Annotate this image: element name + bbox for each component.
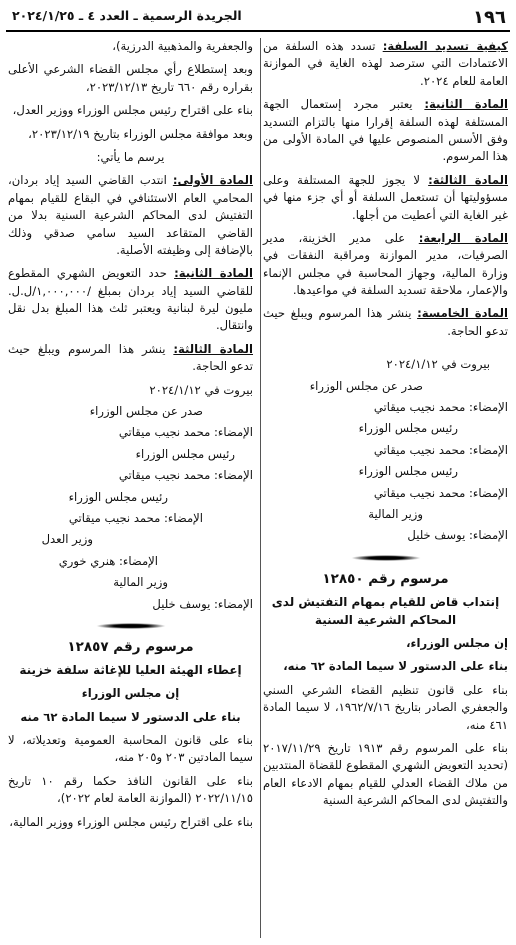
article-text: على مدير الخزينة، مدير الصرفيات، مدير الموازنة ومراقبة النفقات في وزارة المالية، وجهاز المحاسبة في مجلس الإنماء والإعمار، ملاحقة تسديد السلفة في مواعيدها.	[263, 230, 508, 298]
page-number: ١٩٦	[473, 7, 506, 28]
signature: الإمضاء: يوسف خليل	[152, 596, 253, 611]
article-label: المادة الخامسة:	[417, 306, 509, 321]
finance-minister-title: وزير المالية	[368, 506, 423, 521]
paragraph	[8, 265, 253, 335]
pm-title: رئيس مجلس الوزراء	[358, 421, 458, 436]
article-text: يعتبر مجرد إستعمال الجهة المستلفة لهذه السلفة إقرارا منها بالتزام التسديد وفق الأسس المنصوص عليها في المادة الأولى من هذا المرسوم.	[263, 97, 508, 164]
gazette-title: الجريدة الرسمية ـ العدد ٤ ـ ٢٠٢٤/١/٢٥	[12, 8, 242, 23]
article-label: المادة الرابعة:	[418, 230, 508, 245]
article-label: المادة الثالثة:	[428, 172, 508, 187]
signature: الإمضاء: هنري خوري	[58, 553, 158, 568]
signature: الإمضاء: محمد نجيب ميقاتي	[118, 468, 253, 483]
signature: الإمضاء: محمد نجيب ميقاتي	[373, 400, 508, 415]
paragraph: وبعد إستطلاع رأي مجلس القضاء الشرعي الأعلى بقراره رقم ٦٦٠ تاريخ ٢٠٢٣/١٢/١٣،	[8, 62, 253, 94]
signature: الإمضاء: محمد نجيب ميقاتي	[118, 425, 253, 440]
left-column	[8, 38, 253, 837]
article-text: انتدب القاضي السيد إياد بردان، المحامي العام الاستئنافي في البقاع للقيام بمهام التفتيش لدى المحاكم الشرعية السنية بدلا من القاضي المتقاعد السيد سامي صدقي وذلك بالإضافة إلى وظيفته الأصلية.	[8, 173, 253, 257]
article-label: المادة الأولى:	[172, 173, 254, 188]
article-text: لا يجوز للجهة المستلفة وعلى مسؤوليتها أن تستعمل السلفة أو أي جزء منها في غير الغاية التي أعطيت من أجلها.	[263, 172, 508, 222]
council-line: إن مجلس الوزراء،	[406, 636, 508, 651]
paragraph: وبعد موافقة مجلس الوزراء بتاريخ ٢٠٢٣/١٢/١٩،	[28, 126, 253, 141]
finance-minister-title: وزير المالية	[113, 575, 168, 590]
justice-minister-title: وزير العدل	[41, 532, 93, 547]
article-label: المادة الثانية:	[174, 266, 254, 281]
pm-title: رئيس مجلس الوزراء	[358, 464, 458, 479]
decree-title: مرسوم رقم ١٢٨٥٧	[67, 638, 194, 655]
article-text: تسدد هذه السلفة من الاعتمادات التي سترصد لهذه الغاية في الموازنة العامة للعام ٢٠٢٤.	[263, 39, 508, 88]
article-text: ينشر هذا المرسوم ويبلغ حيث تدعو الحاجة.	[8, 341, 253, 374]
signature: الإمضاء: محمد نجيب ميقاتي	[68, 510, 203, 525]
right-column	[263, 38, 508, 816]
paragraph	[8, 341, 253, 376]
decree-subtitle: إنتداب قاض للقيام بمهام التفتيش لدى المحاكم الشرعية السنية	[271, 595, 500, 628]
article-label: المادة الثانية:	[424, 97, 508, 112]
paragraph	[263, 230, 508, 300]
paragraph: بناء على القانون النافذ حكما رقم ١٠ تاريخ ٢٠٢٢/١١/١٥ (الموازنة العامة لعام ٢٠٢٢)،	[8, 773, 253, 806]
pm-title: رئيس مجلس الوزراء	[68, 489, 168, 504]
section-divider	[96, 623, 166, 629]
article-label: كيفية تسديد السلفة:	[382, 39, 509, 53]
decree-subtitle: إعطاء الهيئة العليا للإغاثة سلفة خزينة	[19, 663, 242, 678]
decree-date: بيروت في ٢٠٢٤/١/١٢	[386, 357, 490, 372]
signature: الإمضاء: يوسف خليل	[407, 528, 508, 543]
article-text: حدد التعويض الشهري المقطوع للقاضي السيد إياد بردان بمبلغ /١,٠٠٠,٠٠٠/ل.ل. مليون ليرة لبنانية ويعتبر ثلث هذا المبلغ بدل نقل وانتقال.	[8, 266, 253, 333]
paragraph: بناء على قانون تنظيم القضاء الشرعي السني والجعفري الصادر بتاريخ ١٩٦٢/٧/١٦، لا سيما المادة ٤٦١ منه،	[263, 682, 508, 732]
basis-constitution: بناء على الدستور لا سيما المادة ٦٢ منه،	[283, 659, 508, 674]
paragraph	[8, 172, 253, 259]
paragraph: بناء على اقتراح رئيس مجلس الوزراء ووزير العدل،	[12, 103, 253, 118]
paragraph	[263, 305, 508, 340]
paragraph	[263, 172, 508, 224]
basis-constitution: بناء على الدستور لا سيما المادة ٦٢ منه	[20, 709, 241, 724]
article-text: ينشر هذا المرسوم ويبلغ حيث تدعو الحاجة.	[263, 306, 508, 338]
decree-date: بيروت في ٢٠٢٤/١/١٢	[149, 382, 253, 397]
signature: الإمضاء: محمد نجيب ميقاتي	[373, 442, 508, 457]
signature: الإمضاء: محمد نجيب ميقاتي	[373, 485, 508, 500]
decree-preamble: يرسم ما يأتي:	[96, 149, 165, 164]
decree-title: مرسوم رقم ١٢٨٥٠	[322, 570, 449, 587]
column-divider	[260, 38, 261, 938]
pm-title: رئيس مجلس الوزراء	[135, 446, 235, 461]
article-label: المادة الثالثة:	[173, 341, 253, 356]
paragraph: بناء على المرسوم رقم ١٩١٣ تاريخ ٢٠١٧/١١/٢٩ (تحديد التعويض الشهري المقطوع للقضاة المنتدبين من ملاك القضاء العدلي للقيام بمهام الادعاء العام والتفتيش لدى المحاكم الشرعية السنية	[263, 740, 508, 808]
section-divider	[351, 555, 421, 561]
page-columns	[8, 32, 509, 829]
paragraph: بناء على اقتراح رئيس مجلس الوزراء ووزير المالية،	[9, 814, 253, 829]
paragraph	[263, 96, 508, 166]
paragraph: بناء على قانون المحاسبة العمومية وتعديلاته، لا سيما المادتين ٢٠٣ و٢٠٥ منه،	[8, 732, 253, 765]
paragraph	[263, 38, 508, 90]
council-line: إن مجلس الوزراء	[81, 686, 180, 701]
issued-by: صدر عن مجلس الوزراء	[89, 404, 203, 419]
paragraph: والجعفرية والمذهبية الدرزية)،	[112, 39, 253, 53]
page-header	[6, 0, 510, 32]
issued-by: صدر عن مجلس الوزراء	[309, 378, 423, 393]
